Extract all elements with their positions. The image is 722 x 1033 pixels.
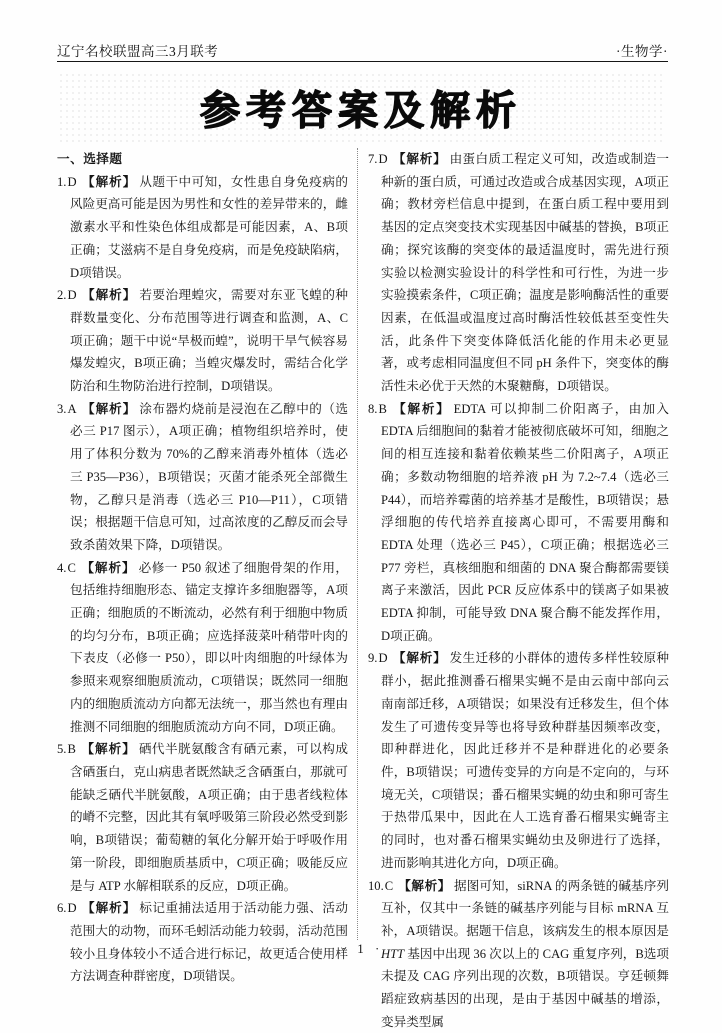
item-answer: B xyxy=(67,742,75,756)
answer-item xyxy=(57,398,348,557)
item-text: 据图可知，siRNA 的两条链的碱基序列互补，仅其中一条链的碱基序列能与目标 mRNA 互补，A项错误。据题干信息，该病发生的根本原因是 HTT 基因中出现 36 次以上的 CAG 重复序列，B选项未提及 CAG 序列出现的次数，B项错误。亨廷顿舞蹈症致病基因的出现，是由于基因中碱基的增添，变异类型属 xyxy=(381,879,669,1029)
item-number: 1. xyxy=(57,175,66,189)
analysis-label: 【解析】 xyxy=(81,561,136,575)
item-answer: D xyxy=(67,288,76,302)
item-text: EDTA 可以抑制二价阳离子，由加入 EDTA 后细胞间的黏着才能被彻底破坏可知，细胞之间的相互连接和黏着依赖某些二价阳离子，A项正确；多数动物细胞的培养液 pH 为 7.2~7.4（选必三 P44），而培养霉菌的培养基才是酸性，B项错误；悬浮细胞的传代培养直接离心即可，不需要用酶和 EDTA 处理（选必三 P45），C项正确；根据选必三 P77 旁栏，真核细胞和细菌的 DNA 聚合酶都需要镁离子来激活，因此 PCR 反应体系中的镁离子如果被 EDTA 抑制，可能导致 DNA 聚合酶不能发挥作用，D项正确。 xyxy=(381,402,669,643)
item-number: 4. xyxy=(57,561,66,575)
analysis-label: 【解析】 xyxy=(82,402,137,416)
item-text: 从题干中可知，女性患自身免疫病的风险更高可能是因为男性和女性的差异带来的，雌激素水平和性染色体组成都是可能因素，A、B项正确；艾滋病不是自身免疫病，而是免疫缺陷病，D项错误。 xyxy=(70,175,348,280)
item-answer: A xyxy=(67,402,76,416)
content-columns xyxy=(57,148,669,1033)
item-text: 硒代半胱氨酸含有硒元素，可以构成含硒蛋白，克山病患者既然缺乏含硒蛋白，那就可能缺乏硒代半胱氨酸，A项正确；由于患者线粒体的嵴不完整，因此其有氧呼吸第三阶段必然受到影响，B项错误；葡萄糖的氧化分解开始于呼吸作用第一阶段，即细胞质基质中，C项正确；吸能反应是与 ATP 水解相联系的反应，D项正确。 xyxy=(70,742,348,892)
page-title: 参考答案及解析 xyxy=(200,79,522,136)
item-text: 标记重捕法适用于活动能力强、活动范围大的动物，而环毛蚓活动能力较弱，活动范围较小且身体较小不适合进行标记，故更适合使用样方法调查种群密度，D项错误。 xyxy=(70,901,348,983)
analysis-label: 【解析】 xyxy=(392,402,451,416)
analysis-label: 【解析】 xyxy=(81,742,136,756)
item-answer: D xyxy=(378,651,387,665)
item-text: 由蛋白质工程定义可知，改造或制造一种新的蛋白质，可通过改造或合成基因实现，A项正确；教材旁栏信息中提到，在蛋白质工程中要用到基因的定点突变技术实现基因中碱基的替换，B项正确；探究该酶的突变体的最适温度时，需先进行预实验以检测实验设计的科学性和可行性，为进一步实验摸索条件，C项正确；温度是影响酶活性的重要因素，在低温或温度过高时酶活性较低甚至变性失活，此条件下突变体降低活化能的作用未必更显著，或考虑相同温度但不同 pH 条件下，突变体的酶活性未必优于天然的木聚糖酶，D项错误。 xyxy=(381,152,669,393)
header-rule xyxy=(57,61,668,62)
page-number: · 1 · xyxy=(57,941,668,957)
answer-item xyxy=(368,398,669,648)
item-answer: D xyxy=(67,175,76,189)
item-answer: B xyxy=(378,402,386,416)
item-text: 涂布器灼烧前是浸泡在乙醇中的（选必三 P17 图示），A项正确；植物组织培养时，使用了体积分数为 70%的乙醇来消毒外植体（选必三 P35—P36），B项错误；灭菌才能杀死全部微生物，乙醇只是消毒（选必三 P10—P11），C项错误；根据题干信息可知，过高浓度的乙醇反而会导致杀菌效果下降，D项错误。 xyxy=(70,402,348,552)
item-answer: D xyxy=(378,152,387,166)
left-column xyxy=(57,148,348,988)
item-number: 3. xyxy=(57,402,66,416)
column-divider xyxy=(357,148,358,940)
page-header xyxy=(57,40,668,60)
item-answer: D xyxy=(67,901,76,915)
analysis-label: 【解析】 xyxy=(82,901,137,915)
answer-item xyxy=(57,738,348,897)
analysis-label: 【解析】 xyxy=(82,288,137,302)
analysis-label: 【解析】 xyxy=(393,651,447,665)
analysis-label: 【解析】 xyxy=(82,175,137,189)
item-number: 10. xyxy=(368,879,384,893)
item-number: 2. xyxy=(57,288,66,302)
item-answer: C xyxy=(385,879,393,893)
item-text: 必修一 P50 叙述了细胞骨架的作用，包括维持细胞形态、锚定支撑许多细胞器等，A项正确；细胞质的不断流动，必然有利于细胞中物质的均匀分布，B项正确；应选择菠菜叶稍带叶肉的下表皮（必修一 P50），即以叶肉细胞的叶绿体为参照来观察细胞质流动，C项错误；既然同一细胞内的细胞质流动方向都无法统一，那当然也有理由推测不同细胞的细胞质流动方向不同，D项正确。 xyxy=(70,561,348,734)
header-right-text: ·生物学· xyxy=(616,40,668,60)
title-band xyxy=(58,72,664,142)
answer-item xyxy=(368,647,669,874)
item-number: 8. xyxy=(368,402,377,416)
item-text: 若要治理蝗灾，需要对东亚飞蝗的种群数量变化、分布范围等进行调查和监测，A、C项正确；题干中说“旱极而蝗”，说明干旱气候容易爆发蝗灾，B项正确；当蝗灾爆发时，需结合化学防治和生物防治进行控制，D项错误。 xyxy=(70,288,348,393)
answer-item xyxy=(57,171,348,285)
item-number: 9. xyxy=(368,651,377,665)
item-number: 6. xyxy=(57,901,66,915)
answer-item xyxy=(368,148,669,398)
answer-item xyxy=(57,557,348,739)
answer-item xyxy=(57,284,348,398)
item-answer: C xyxy=(67,561,75,575)
analysis-label: 【解析】 xyxy=(393,152,447,166)
analysis-label: 【解析】 xyxy=(398,879,451,893)
right-column xyxy=(368,148,669,1033)
item-number: 5. xyxy=(57,742,66,756)
header-left-text: 辽宁名校联盟高三3月联考 xyxy=(57,40,218,60)
item-number: 7. xyxy=(368,152,377,166)
item-text: 发生迁移的小群体的遗传多样性较原种群小，据此推测番石榴果实蝇不是由云南中部向云南南部迁移，A项错误；如果没有迁移发生，但个体发生了可遗传变异等也将导致种群基因频率改变，即种群进化，因此迁移并不是种群进化的必要条件，B项错误；可遗传变异的方向是不定向的，与环境无关，C项错误；番石榴果实蝇的幼虫和卵可寄生于热带瓜果中，因此在人工选育番石榴果实蝇寄主的同时，也对番石榴果实蝇幼虫及卵进行了选择，进而影响其进化方向，D项正确。 xyxy=(381,651,669,869)
section-heading: 一、选择题 xyxy=(57,148,348,171)
